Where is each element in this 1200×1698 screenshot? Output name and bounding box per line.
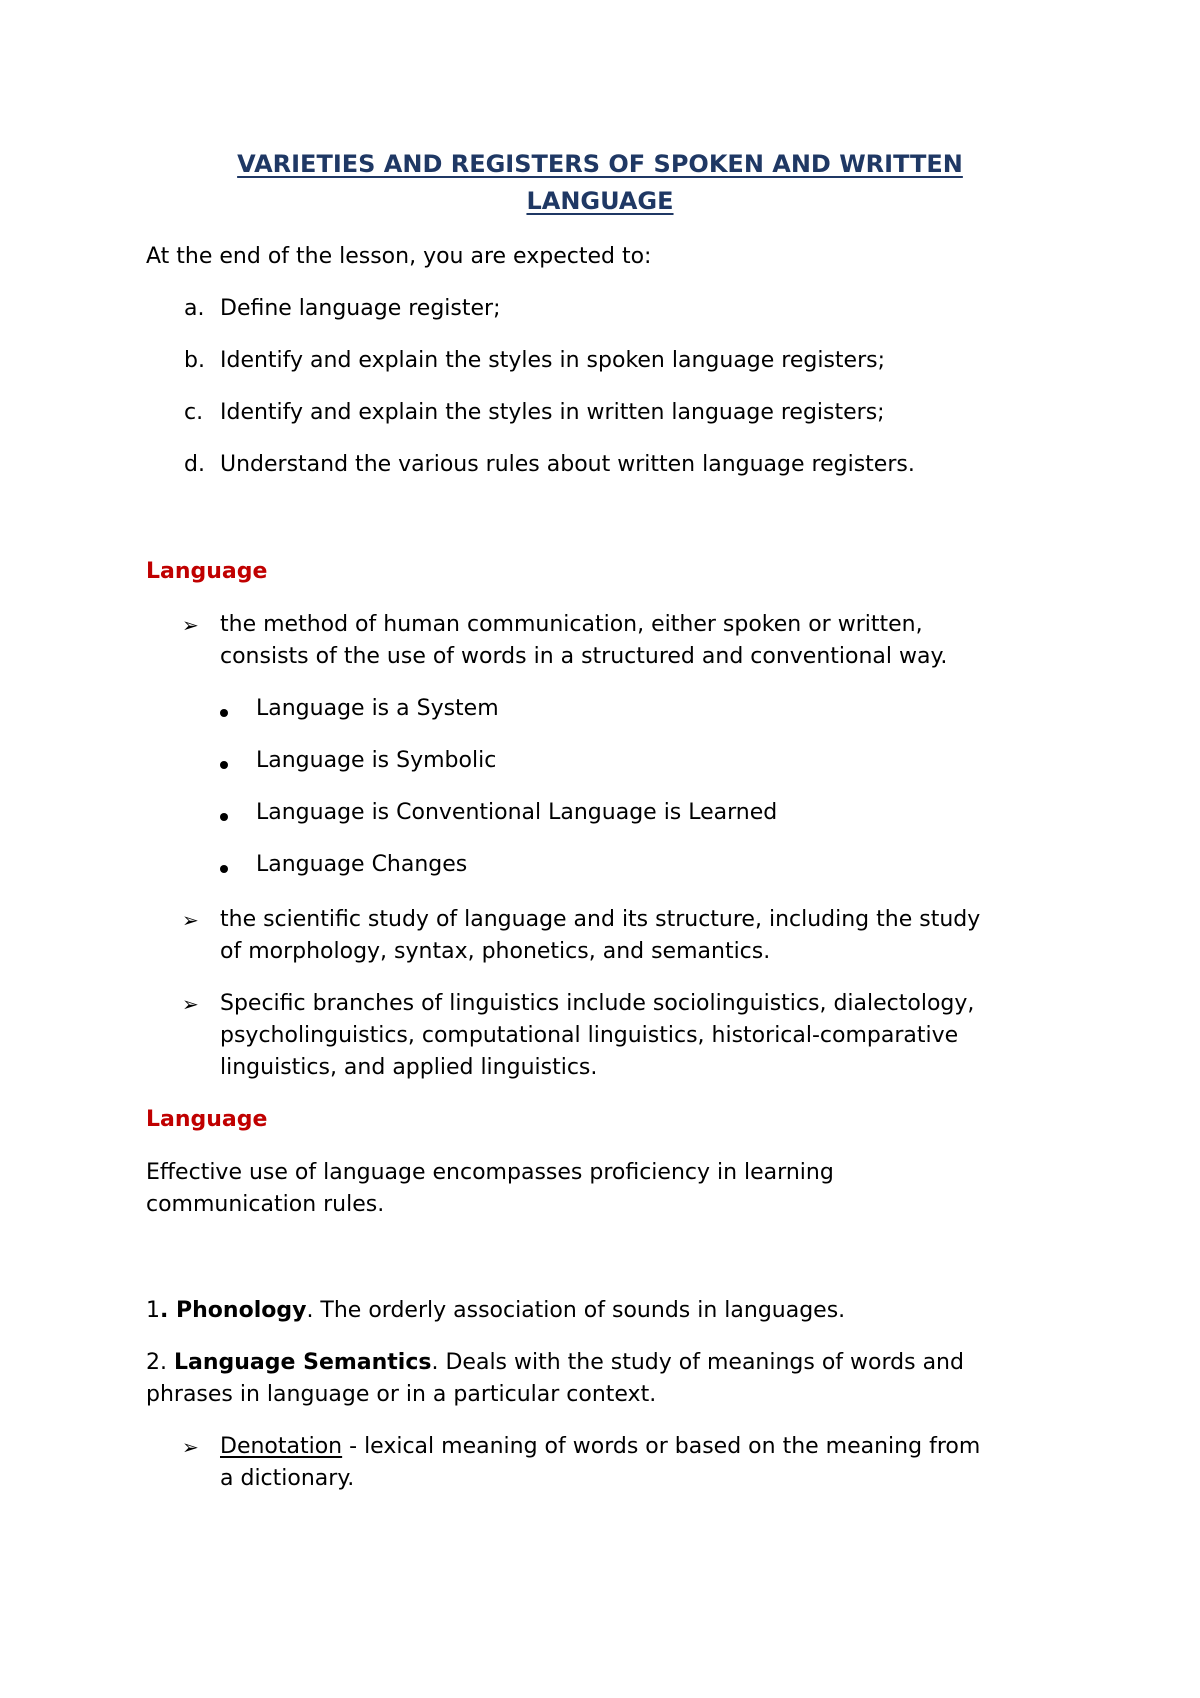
denotation-definition: - lexical meaning of words or based on the meaning from [342,1434,981,1459]
arrow-bullet-icon: ➢ [182,1435,199,1459]
objective-marker-a: a. [184,296,205,321]
bullet-item-changes: Language Changes [256,852,468,877]
numbered-item-phonology [146,1295,845,1327]
term-denotation: Denotation [220,1434,343,1459]
linguistics-line-2: of morphology, syntax, phonetics, and semantics. [220,939,771,964]
bullet-dot-icon [220,813,228,821]
effective-use-line-2: communication rules. [146,1192,385,1217]
section-heading-language-1: Language [146,559,268,584]
objective-d: Understand the various rules about written language registers. [220,452,915,477]
document-title [120,146,1080,220]
denotation-line-2: a dictionary. [220,1466,355,1491]
definition-line-1: the method of human communication, either spoken or written, [220,612,923,637]
objective-c: Identify and explain the styles in written language registers; [220,400,885,425]
branches-line-3: linguistics, and applied linguistics. [220,1055,598,1080]
term-phonology: . Phonology [160,1298,307,1323]
bullet-dot-icon [220,865,228,873]
arrow-bullet-icon: ➢ [182,992,199,1016]
intro-text: At the end of the lesson, you are expected to: [146,244,652,269]
arrow-bullet-icon: ➢ [182,908,199,932]
effective-use-line-1: Effective use of language encompasses proficiency in learning [146,1160,834,1185]
definition-line-2: consists of the use of words in a structured and conventional way. [220,644,948,669]
arrow-bullet-icon: ➢ [182,613,199,637]
term-language-semantics: Language Semantics [173,1350,432,1375]
phonology-definition: . The orderly association of sounds in languages. [306,1298,846,1323]
bullet-dot-icon [220,709,228,717]
bullet-item-system: Language is a System [256,696,499,721]
objective-b: Identify and explain the styles in spoken language registers; [220,348,886,373]
linguistics-line-1: the scientific study of language and its structure, including the study [220,907,981,932]
item-number: 1 [146,1298,160,1323]
title-line-2: LANGUAGE [526,187,674,215]
bullet-item-symbolic: Language is Symbolic [256,748,497,773]
branches-line-2: psycholinguistics, computational linguistics, historical-comparative [220,1023,959,1048]
branches-line-1: Specific branches of linguistics include sociolinguistics, dialectology, [220,991,975,1016]
bullet-dot-icon [220,761,228,769]
bullet-item-conventional: Language is Conventional Language is Learned [256,800,778,825]
item-number: 2. [146,1350,174,1375]
semantics-definition-line-2: phrases in language or in a particular context. [146,1382,657,1407]
denotation-line-1 [220,1431,980,1463]
objective-marker-c: c. [184,400,204,425]
semantics-definition: . Deals with the study of meanings of words and [431,1350,964,1375]
objective-a: Define language register; [220,296,501,321]
objective-marker-d: d. [184,452,205,477]
objective-marker-b: b. [184,348,205,373]
section-heading-language-2: Language [146,1107,268,1132]
numbered-item-semantics [146,1347,964,1379]
title-line-1: VARIETIES AND REGISTERS OF SPOKEN AND WRITTEN [237,150,963,178]
